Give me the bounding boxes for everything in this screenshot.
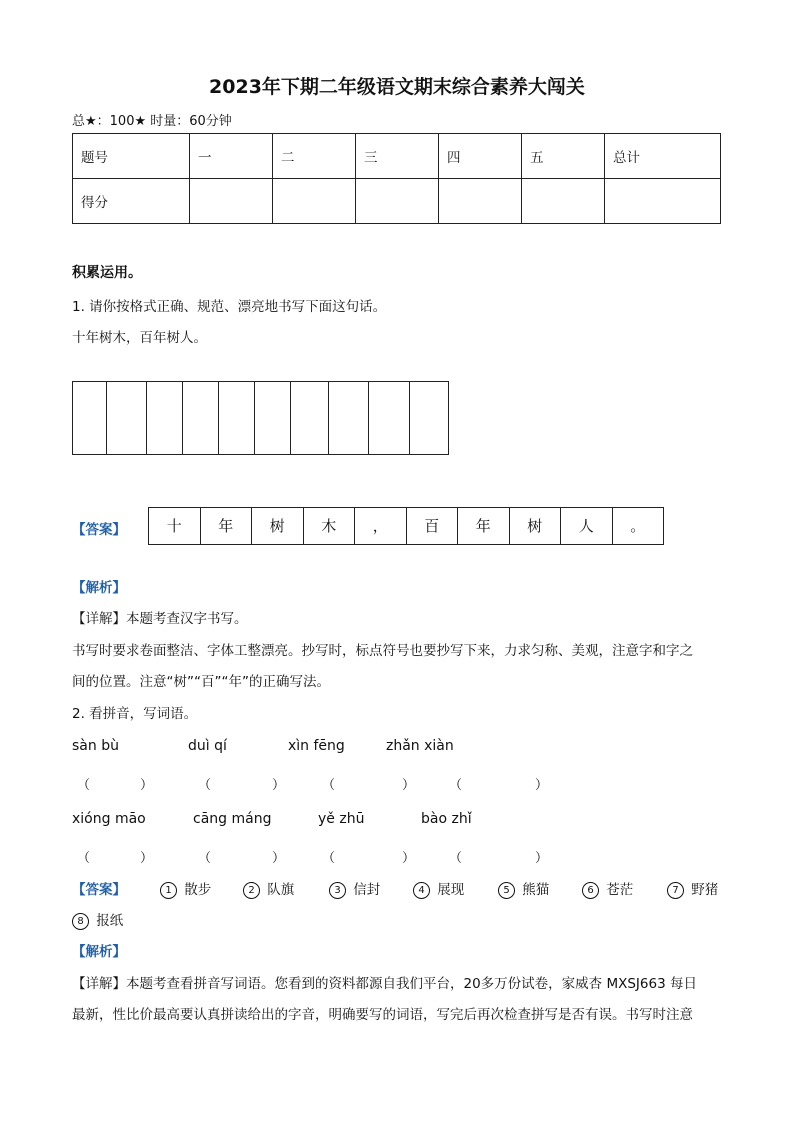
answer-grid [148, 507, 664, 545]
score-table [72, 133, 721, 224]
answer-item [667, 878, 718, 899]
analysis-label: 【解析】 [72, 580, 126, 596]
answer-word: 野猪 [691, 882, 719, 898]
answer-number: 5 [498, 882, 515, 899]
answer-number: 7 [667, 882, 684, 899]
writing-cell [291, 382, 329, 454]
answer-char: 年 [458, 508, 510, 544]
table-header-cell: 五 [522, 134, 605, 179]
table-header-cell: 总计 [605, 134, 721, 179]
score-cell [605, 179, 721, 224]
answer-number: 2 [243, 882, 260, 899]
answer-char: 十 [149, 508, 201, 544]
pinyin: bào zhǐ [421, 811, 472, 827]
writing-cell [369, 382, 410, 454]
copy-sentence: 十年树木，百年树人。 [72, 330, 207, 346]
answer-char: 人 [561, 508, 613, 544]
question-1: 1. 请你按格式正确、规范、漂亮地书写下面这句话。 [72, 299, 387, 315]
answer-blank-open: （ [198, 851, 212, 866]
answer-char: ， [355, 508, 407, 544]
answer-item [582, 878, 633, 899]
score-cell [439, 179, 522, 224]
score-cell [522, 179, 605, 224]
answer-blank-open: （ [77, 851, 91, 866]
score-cell [273, 179, 356, 224]
score-time-line: 总★：100★ 时量：60分钟 [72, 114, 232, 129]
answer-item [329, 878, 380, 899]
answer-label: 【答案】 [72, 882, 126, 898]
writing-cell [219, 382, 255, 454]
answer-word: 展现 [437, 882, 465, 898]
pinyin: sàn bù [72, 738, 119, 754]
answer-item [413, 878, 464, 899]
table-header-row [73, 134, 721, 179]
table-row-label: 得分 [73, 179, 190, 224]
score-cell [190, 179, 273, 224]
table-header-cell: 四 [439, 134, 522, 179]
answer-word: 散步 [184, 882, 212, 898]
answer-blank-close: ） [402, 851, 416, 866]
answer-number: 6 [582, 882, 599, 899]
answer-blank-close: ） [535, 778, 549, 793]
answer-char: 年 [201, 508, 253, 544]
analysis-label: 【解析】 [72, 944, 126, 960]
answer-blank-open: （ [449, 851, 463, 866]
answer-number: 3 [329, 882, 346, 899]
explanation-line: 间的位置。注意“树”“百”“年”的正确写法。 [72, 674, 330, 690]
answer-item [160, 878, 211, 899]
answer-word: 信封 [353, 882, 381, 898]
writing-grid [72, 381, 449, 455]
score-cell [356, 179, 439, 224]
writing-cell [147, 382, 183, 454]
answer-blank-open: （ [198, 778, 212, 793]
answer-blank-open: （ [449, 778, 463, 793]
answer-item [243, 878, 294, 899]
answer-word: 苍茫 [606, 882, 634, 898]
detail-text: 【详解】本题考查汉字书写。 [72, 611, 248, 627]
writing-cell [410, 382, 449, 454]
detail-text: 最新，性比价最高要认真拼读给出的字音，明确要写的词语，写完后再次检查拼写是否有误。书写时注意 [72, 1007, 693, 1023]
table-header-cell: 二 [273, 134, 356, 179]
answer-char: 百 [407, 508, 459, 544]
answer-char: 树 [252, 508, 304, 544]
section-heading: 积累运用。 [72, 265, 142, 281]
answer-word: 报纸 [96, 913, 124, 929]
answer-blank-open: （ [322, 851, 336, 866]
answer-blank-close: ） [402, 778, 416, 793]
answer-char: 。 [613, 508, 665, 544]
question-2: 2. 看拼音，写词语。 [72, 706, 198, 722]
answer-blank-close: ） [272, 851, 286, 866]
pinyin: duì qí [188, 738, 227, 754]
table-header-cell: 一 [190, 134, 273, 179]
pinyin: cāng máng [193, 811, 272, 827]
answer-label: 【答案】 [72, 522, 126, 538]
pinyin: xióng māo [72, 811, 146, 827]
answer-word: 队旗 [267, 882, 295, 898]
table-row [73, 179, 721, 224]
table-header-cell: 三 [356, 134, 439, 179]
answer-item [72, 909, 123, 930]
writing-cell [329, 382, 369, 454]
answer-blank-close: ） [535, 851, 549, 866]
answer-number: 4 [413, 882, 430, 899]
page-title: 2023年下期二年级语文期末综合素养大闯关 [209, 76, 585, 98]
answer-blank-close: ） [140, 778, 154, 793]
answer-blank-close: ） [140, 851, 154, 866]
writing-cell [73, 382, 107, 454]
detail-text: 【详解】本题考查看拼音写词语。您看到的资料都源自我们平台，20多万份试卷，家威杏 MXSJ663 每日 [72, 976, 697, 992]
answer-char: 木 [304, 508, 356, 544]
answer-blank-open: （ [322, 778, 336, 793]
writing-cell [107, 382, 147, 454]
pinyin: yě zhū [318, 811, 365, 827]
pinyin: xìn fēng [288, 738, 345, 754]
answer-word: 熊猫 [522, 882, 550, 898]
answer-number: 1 [160, 882, 177, 899]
answer-char: 树 [510, 508, 562, 544]
writing-cell [183, 382, 219, 454]
pinyin: zhǎn xiàn [386, 738, 454, 754]
answer-item [498, 878, 549, 899]
table-header-cell: 题号 [73, 134, 190, 179]
answer-blank-close: ） [272, 778, 286, 793]
writing-cell [255, 382, 291, 454]
answer-blank-open: （ [77, 778, 91, 793]
answer-number: 8 [72, 913, 89, 930]
explanation-line: 书写时要求卷面整洁、字体工整漂亮。抄写时，标点符号也要抄写下来，力求匀称、美观，注意字和字之 [72, 643, 693, 659]
